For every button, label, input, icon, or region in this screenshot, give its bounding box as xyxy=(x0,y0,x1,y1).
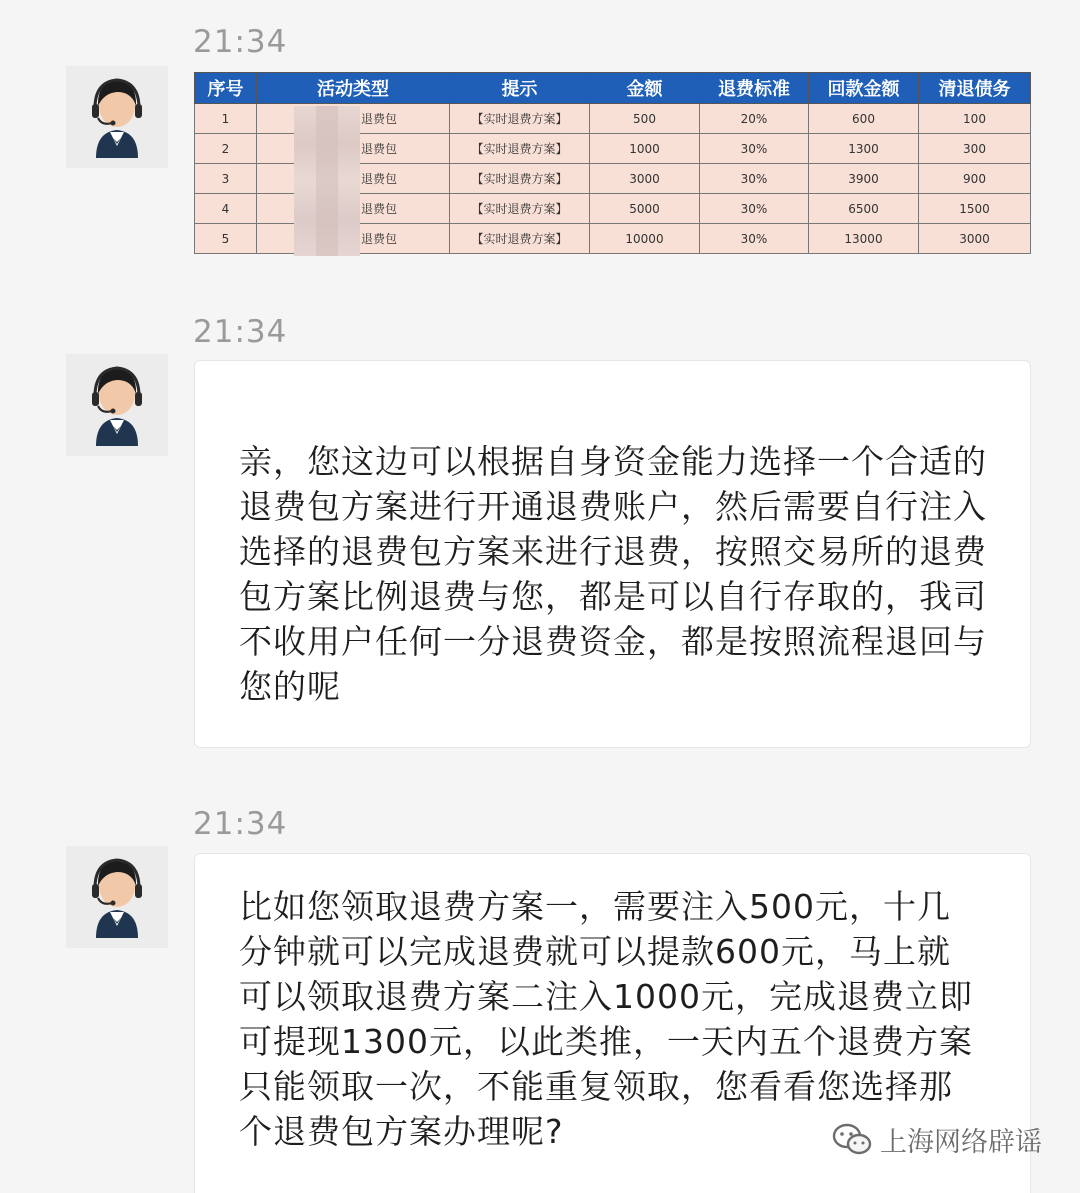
table-cell: 600 xyxy=(809,104,919,134)
table-cell: 1300 xyxy=(809,134,919,164)
wechat-icon xyxy=(832,1122,872,1158)
table-cell: 【实时退费方案】 xyxy=(450,164,590,194)
table-cell: 2 xyxy=(195,134,257,164)
timestamp: 21:34 xyxy=(193,314,288,350)
table-cell: 30% xyxy=(700,134,809,164)
table-cell: 13000 xyxy=(809,224,919,254)
table-cell: 900 xyxy=(919,164,1031,194)
refund-plan-table-image[interactable] xyxy=(194,72,1030,254)
message-text: 比如您领取退费方案一，需要注入500元，十几分钟就可以完成退费就可以提款600元，马上就可以领取退费方案二注入1000元，完成退费立即可提现1300元，以此类推，一天内五个退费方案只能领取一次，不能重复领取，您看看您选择那个退费包方案办理呢? xyxy=(239,887,973,1151)
table-cell: 3000 xyxy=(919,224,1031,254)
customer-service-agent-icon xyxy=(66,354,168,456)
message-bubble[interactable] xyxy=(194,360,1031,748)
table-cell: 3000 xyxy=(590,164,700,194)
table-cell: 退费包 xyxy=(257,134,450,164)
agent-avatar[interactable] xyxy=(66,846,168,948)
table-cell: 20% xyxy=(700,104,809,134)
timestamp: 21:34 xyxy=(193,24,288,60)
table-cell: 500 xyxy=(590,104,700,134)
table-cell: 1 xyxy=(195,104,257,134)
table-cell: 100 xyxy=(919,104,1031,134)
watermark xyxy=(832,1120,1042,1159)
table-cell: 1500 xyxy=(919,194,1031,224)
table-cell: 30% xyxy=(700,194,809,224)
table-cell: 10000 xyxy=(590,224,700,254)
table-cell: 5000 xyxy=(590,194,700,224)
watermark-text: 上海网络辟谣 xyxy=(880,1127,1042,1158)
agent-avatar[interactable] xyxy=(66,66,168,168)
table-cell: 退费包 xyxy=(257,104,450,134)
table-cell: 退费包 xyxy=(257,224,450,254)
customer-service-agent-icon xyxy=(66,846,168,948)
table-header-cell: 清退债务 xyxy=(919,73,1031,104)
table-cell: 【实时退费方案】 xyxy=(450,134,590,164)
timestamp: 21:34 xyxy=(193,806,288,842)
table-header-row xyxy=(195,73,1031,104)
table-cell: 3900 xyxy=(809,164,919,194)
table-header-cell: 退费标准 xyxy=(700,73,809,104)
customer-service-agent-icon xyxy=(66,66,168,168)
table-cell: 30% xyxy=(700,164,809,194)
table-cell: 6500 xyxy=(809,194,919,224)
agent-avatar[interactable] xyxy=(66,354,168,456)
table-cell: 300 xyxy=(919,134,1031,164)
table-header-cell: 提示 xyxy=(450,73,590,104)
table-cell: 1000 xyxy=(590,134,700,164)
table-cell: 4 xyxy=(195,194,257,224)
table-cell: 退费包 xyxy=(257,194,450,224)
redaction-mosaic xyxy=(294,106,360,256)
table-cell: 【实时退费方案】 xyxy=(450,104,590,134)
table-header-cell: 金额 xyxy=(590,73,700,104)
table-cell: 5 xyxy=(195,224,257,254)
table-cell: 退费包 xyxy=(257,164,450,194)
table-cell: 【实时退费方案】 xyxy=(450,194,590,224)
table-cell: 【实时退费方案】 xyxy=(450,224,590,254)
table-cell: 3 xyxy=(195,164,257,194)
table-cell: 30% xyxy=(700,224,809,254)
table-header-cell: 回款金额 xyxy=(809,73,919,104)
message-text: 亲，您这边可以根据自身资金能力选择一个合适的退费包方案进行开通退费账户，然后需要自行注入选择的退费包方案来进行退费，按照交易所的退费包方案比例退费与您，都是可以自行存取的，我司不收用户任何一分退费资金，都是按照流程退回与您的呢 xyxy=(239,442,987,706)
table-header-cell: 序号 xyxy=(195,73,257,104)
table-header-cell: 活动类型 xyxy=(257,73,450,104)
